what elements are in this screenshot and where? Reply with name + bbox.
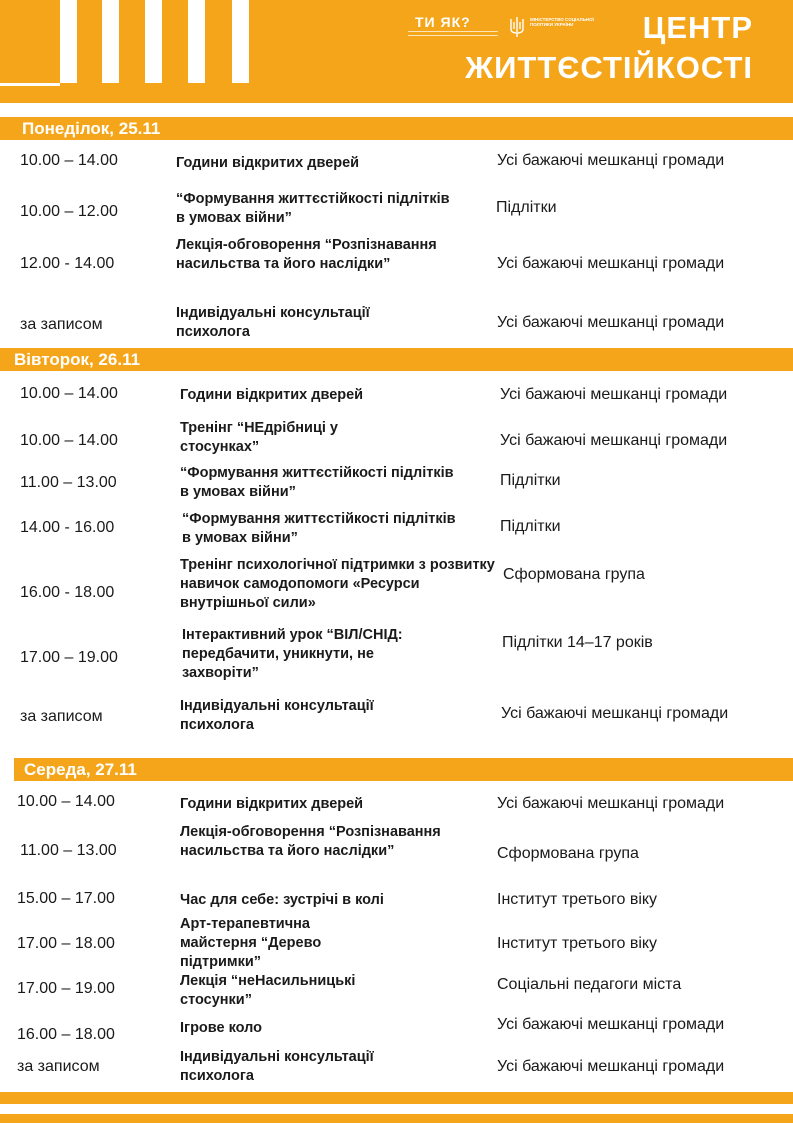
decor-stripe bbox=[188, 0, 205, 83]
event-time: 10.00 – 14.00 bbox=[20, 152, 118, 169]
event-title: Години відкритих дверей bbox=[180, 387, 364, 403]
event-audience: Усі бажаючі мешканці громади bbox=[497, 795, 725, 812]
event-time: 16.00 - 18.00 bbox=[20, 584, 115, 601]
decor-stripe bbox=[102, 0, 119, 83]
page-title-line2: ЖИТТЄСТІЙКОСТІ bbox=[465, 50, 753, 85]
footer-bar bbox=[0, 1092, 793, 1104]
event-audience: Усі бажаючі мешканці громади bbox=[500, 386, 728, 403]
event-title: Лекція “неНасильницькі стосунки” bbox=[180, 973, 356, 1008]
event-time: за записом bbox=[20, 708, 103, 725]
decor-stripe bbox=[0, 83, 60, 86]
ministry-logo-text: МІНІСТЕРСТВО СОЦІАЛЬНОЇ ПОЛІТИКИ УКРАЇНИ bbox=[530, 17, 594, 27]
event-audience: Підлітки bbox=[496, 199, 557, 216]
event-title: “Формування життєстійкості підлітків в умовах війни” bbox=[176, 191, 450, 226]
event-title: Години відкритих дверей bbox=[176, 155, 360, 171]
event-time: 15.00 – 17.00 bbox=[17, 890, 115, 907]
event-time: 10.00 – 14.00 bbox=[20, 432, 118, 449]
event-title: Індивідуальні консультації психолога bbox=[180, 698, 374, 733]
event-time: 14.00 - 16.00 bbox=[20, 519, 115, 536]
event-audience: Усі бажаючі мешканці громади bbox=[500, 432, 728, 449]
event-audience: Усі бажаючі мешканці громади bbox=[501, 705, 729, 722]
decor-stripe bbox=[60, 0, 77, 83]
event-audience: Усі бажаючі мешканці громади bbox=[497, 1016, 725, 1033]
event-audience: Усі бажаючі мешканці громади bbox=[497, 255, 725, 272]
event-time: 10.00 – 12.00 bbox=[20, 203, 118, 220]
event-audience: Усі бажаючі мешканці громади bbox=[497, 1058, 725, 1075]
event-title: Лекція-обговорення “Розпізнавання насильства та його наслідки” bbox=[180, 824, 441, 859]
decor-stripe bbox=[145, 0, 162, 83]
event-title: Тренінг “НЕдрібниці у стосунках” bbox=[180, 420, 338, 455]
event-audience: Підлітки bbox=[500, 472, 561, 489]
event-title: “Формування життєстійкості підлітків в умовах війни” bbox=[182, 511, 456, 546]
event-title: Індивідуальні консультації психолога bbox=[176, 305, 370, 340]
event-audience: Соціальні педагоги міста bbox=[497, 976, 682, 993]
event-time: 17.00 – 18.00 bbox=[17, 935, 115, 952]
event-time: 16.00 – 18.00 bbox=[17, 1026, 115, 1043]
event-time: 11.00 – 13.00 bbox=[20, 842, 117, 859]
event-time: 11.00 – 13.00 bbox=[20, 474, 117, 491]
event-title: Індивідуальні консультації психолога bbox=[180, 1049, 374, 1084]
event-time: за записом bbox=[17, 1058, 100, 1075]
day-header-monday: Понеділок, 25.11 bbox=[0, 117, 793, 140]
logo-underline bbox=[408, 31, 498, 36]
page-header bbox=[0, 0, 793, 103]
ty-yak-logo: ТИ ЯК? bbox=[415, 14, 471, 30]
page-title-line1: ЦЕНТР bbox=[642, 10, 753, 45]
trident-icon bbox=[509, 16, 525, 38]
event-audience: Інститут третього віку bbox=[497, 935, 658, 952]
event-title: Лекція-обговорення “Розпізнавання насильства та його наслідки” bbox=[176, 237, 437, 272]
day-header-wednesday: Середа, 27.11 bbox=[14, 758, 793, 781]
event-audience: Усі бажаючі мешканці громади bbox=[497, 314, 725, 331]
event-time: за записом bbox=[20, 316, 103, 333]
event-audience: Сформована група bbox=[503, 566, 645, 583]
event-time: 10.00 – 14.00 bbox=[17, 793, 115, 810]
event-title: Тренінг психологічної підтримки з розвитку навичок самодопомоги «Ресурси внутрішньої сили» bbox=[180, 557, 495, 611]
event-title: Час для себе: зустрічі в колі bbox=[180, 892, 384, 908]
event-title: “Формування життєстійкості підлітків в умовах війни” bbox=[180, 465, 454, 500]
event-audience: Підлітки 14–17 років bbox=[502, 634, 653, 651]
event-time: 17.00 – 19.00 bbox=[20, 649, 118, 666]
event-audience: Підлітки bbox=[500, 518, 561, 535]
event-time: 17.00 – 19.00 bbox=[17, 980, 115, 997]
event-audience: Сформована група bbox=[497, 845, 639, 862]
event-title: Ігрове коло bbox=[180, 1020, 263, 1036]
event-title: Інтерактивний урок “ВІЛ/СНІД: передбачити, уникнути, не захворіти” bbox=[182, 627, 403, 681]
event-title: Години відкритих дверей bbox=[180, 796, 364, 812]
decor-stripe bbox=[232, 0, 249, 83]
event-audience: Усі бажаючі мешканці громади bbox=[497, 152, 725, 169]
day-header-tuesday: Вівторок, 26.11 bbox=[0, 348, 793, 371]
event-audience: Інститут третього віку bbox=[497, 891, 658, 908]
event-time: 10.00 – 14.00 bbox=[20, 385, 118, 402]
footer-bar bbox=[0, 1114, 793, 1123]
event-title: Арт-терапевтична майстерня “Дерево підтримки” bbox=[180, 916, 322, 970]
event-time: 12.00 - 14.00 bbox=[20, 255, 115, 272]
